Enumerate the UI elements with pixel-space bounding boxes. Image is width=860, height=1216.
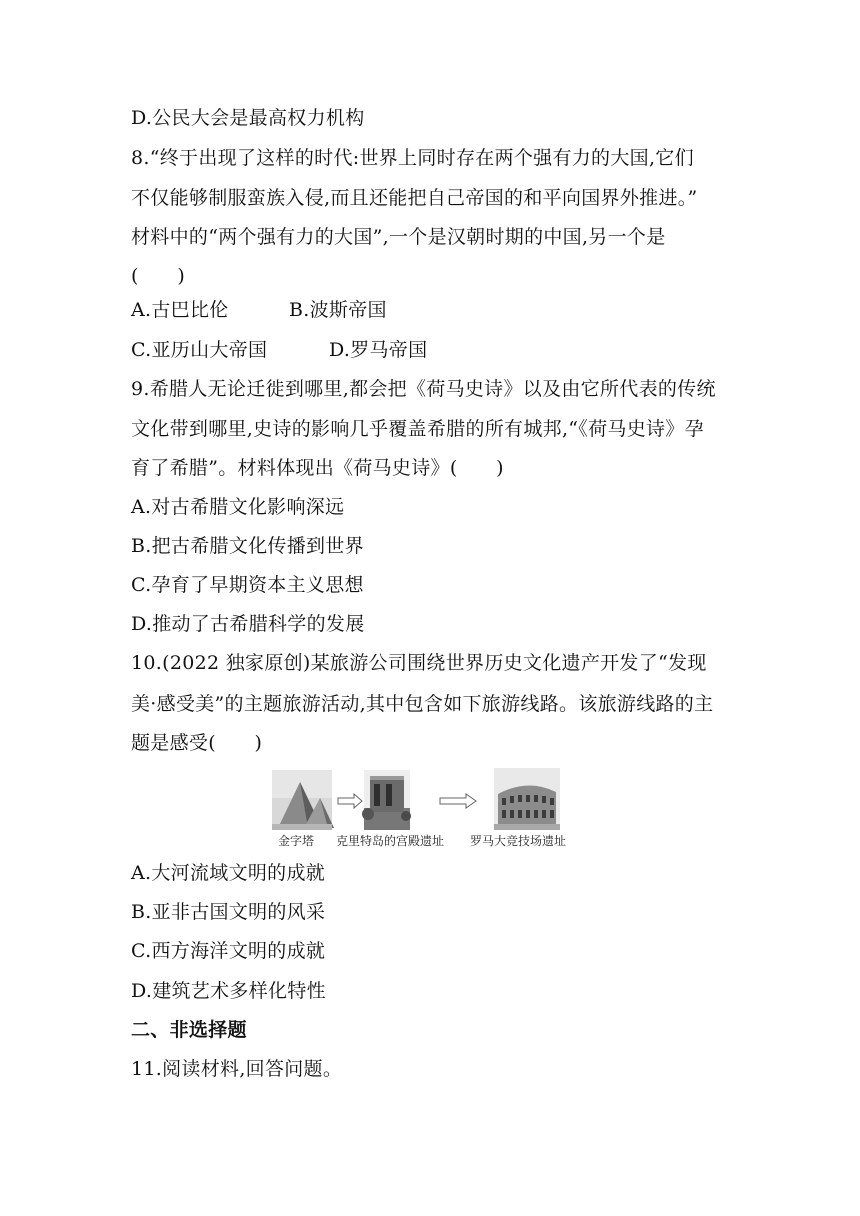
q9-stem-line-3: 育了希腊”。材料体现出《荷马史诗》( ) (131, 457, 504, 479)
q8-stem-line-3: 材料中的“两个强有力的大国”,一个是汉朝时期的中国,另一个是 (131, 226, 666, 248)
q7-option-d: D.公民大会是最高权力机构 (131, 107, 365, 129)
q10-option-d: D.建筑艺术多样化特性 (131, 980, 326, 1002)
q8-options-row-2 (131, 338, 691, 362)
q10-stem-line-3: 题是感受( ) (131, 732, 263, 754)
caption-crete-palace: 克里特岛的宫殿遗址 (336, 834, 445, 848)
q10-option-a: A.大河流域文明的成就 (131, 862, 326, 884)
colosseum-image (494, 768, 560, 830)
arrow-icon (440, 794, 476, 808)
q9-option-c: C.孕育了早期资本主义思想 (131, 574, 364, 596)
heritage-route-figure (270, 764, 590, 854)
q9-option-a: A.对古希腊文化影响深远 (131, 496, 345, 518)
section-heading: 二、非选择题 (131, 1019, 247, 1041)
pyramid-image (272, 770, 334, 830)
heritage-route-images (270, 764, 590, 834)
q10-stem-line-2: 美·感受美”的主题旅游活动,其中包含如下旅游线路。该旅游线路的主 (131, 693, 714, 715)
q9-stem-line-1: 9.希腊人无论迁徙到哪里,都会把《荷马史诗》以及由它所代表的传统 (131, 378, 716, 400)
q9-stem-line-2: 文化带到哪里,史诗的影响几乎覆盖希腊的所有城邦,“《荷马史诗》孕 (131, 418, 704, 440)
q8-stem-line-1: 8.“终于出现了这样的时代:世界上同时存在两个强有力的大国,它们 (131, 147, 694, 169)
q8-option-c: C.亚历山大帝国 (131, 339, 268, 361)
q8-option-d: D.罗马帝国 (329, 339, 428, 361)
caption-pyramid: 金字塔 (278, 834, 315, 848)
q10-option-c: C.西方海洋文明的成就 (131, 940, 326, 962)
arrow-icon (338, 794, 362, 808)
crete-palace-image (362, 770, 411, 830)
q11-stem: 11.阅读材料,回答问题。 (131, 1058, 343, 1080)
q9-option-b: B.把古希腊文化传播到世界 (131, 535, 364, 557)
q8-option-b: B.波斯帝国 (289, 299, 387, 321)
q8-stem-line-2: 不仅能够制服蛮族入侵,而且还能把自己帝国的和平向国界外推进。” (131, 187, 698, 209)
q8-options-row-1 (131, 298, 691, 322)
q10-stem-line-1: 10.(2022 独家原创)某旅游公司围绕世界历史文化遗产开发了“发现 (131, 652, 707, 674)
caption-colosseum: 罗马大竞技场遗址 (470, 834, 567, 848)
q10-option-b: B.亚非古国文明的风采 (131, 901, 326, 923)
q8-option-a: A.古巴比伦 (131, 299, 229, 321)
q9-option-d: D.推动了古希腊科学的发展 (131, 613, 365, 635)
q8-answer-blank: ( ) (131, 265, 186, 287)
